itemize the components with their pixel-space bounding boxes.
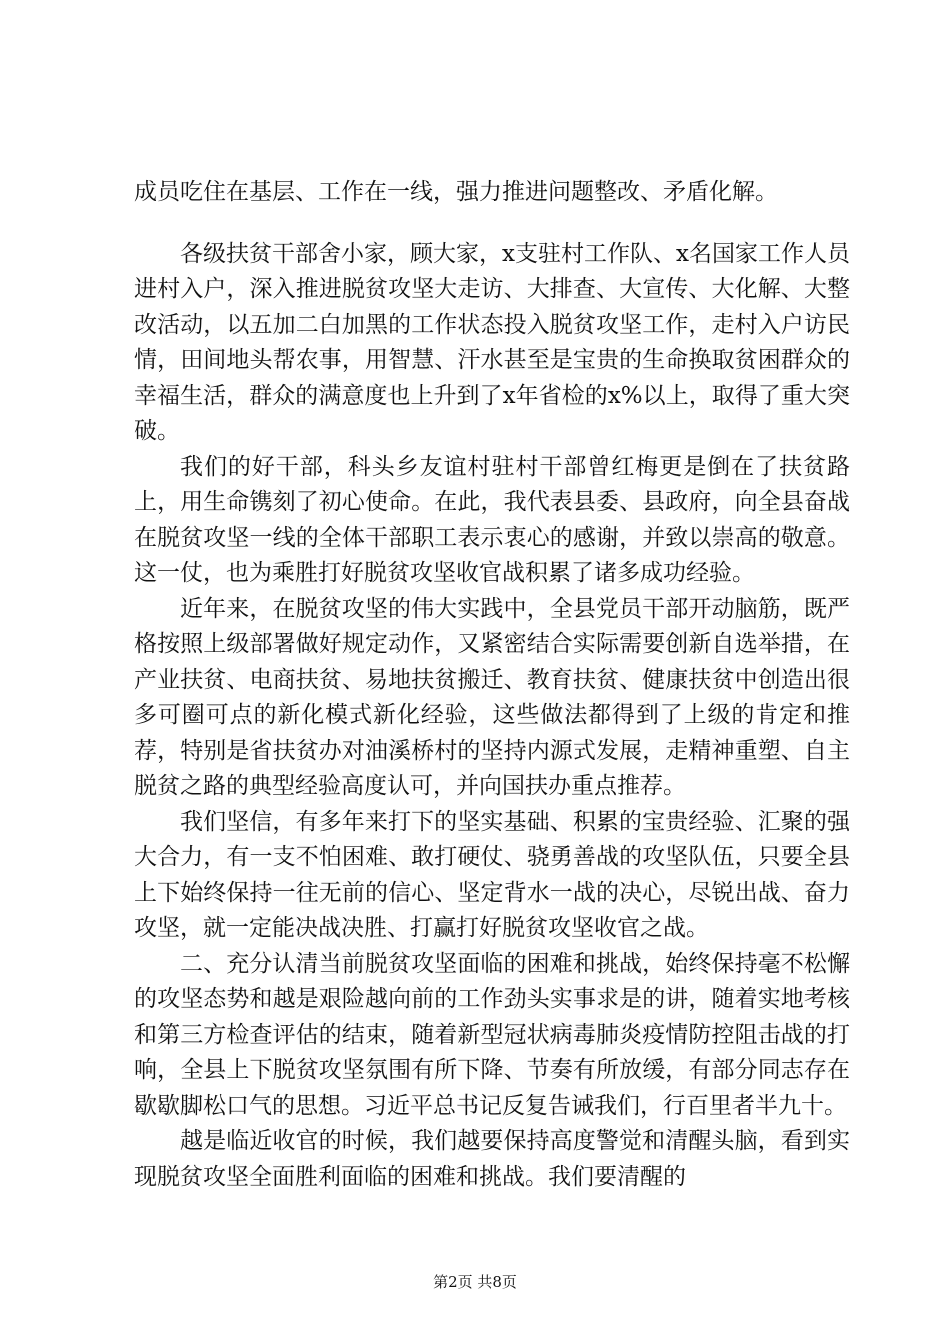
paragraph: 我们坚信，有多年来打下的坚实基础、积累的宝贵经验、汇聚的强大合力，有一支不怕困难、敢打硬仗、骁勇善战的攻坚队伍，只要全县上下始终保持一往无前的信心、坚定背水一战的决心，尽锐出战、奋力攻坚，就一定能决战决胜、打赢打好脱贫攻坚收官之战。 [134, 808, 850, 941]
paragraph: 我们的好干部，科头乡友谊村驻村干部曾红梅更是倒在了扶贫路上，用生命镌刻了初心使命。在此，我代表县委、县政府，向全县奋战在脱贫攻坚一线的全体干部职工表示衷心的感谢，并致以崇高的敬意。这一仗，也为乘胜打好脱贫攻坚收官战积累了诸多成功经验。 [134, 453, 850, 586]
paragraph: 各级扶贫干部舍小家，顾大家，x支驻村工作队、x名国家工作人员进村入户，深入推进脱贫攻坚大走访、大排查、大宣传、大化解、大整改活动，以五加二白加黑的工作状态投入脱贫攻坚工作，走村入户访民情，田间地头帮农事，用智慧、汗水甚至是宝贵的生命换取贫困群众的幸福生活，群众的满意度也上升到了x年省检的x%以上，取得了重大突破。 [134, 240, 850, 444]
paragraph: 近年来，在脱贫攻坚的伟大实践中，全县党员干部开动脑筋，既严格按照上级部署做好规定动作，又紧密结合实际需要创新自选举措，在产业扶贫、电商扶贫、易地扶贫搬迁、教育扶贫、健康扶贫中创造出很多可圈可点的新化模式新化经验，这些做法都得到了上级的肯定和推荐，特别是省扶贫办对油溪桥村的坚持内源式发展，走精神重塑、自主脱贫之路的典型经验高度认可，并向国扶办重点推荐。 [134, 595, 850, 799]
paragraph-continuation: 成员吃住在基层、工作在一线，强力推进问题整改、矛盾化解。 [134, 179, 778, 205]
paragraph: 越是临近收官的时候，我们越要保持高度警觉和清醒头脑，看到实现脱贫攻坚全面胜利面临的困难和挑战。我们要清醒的 [134, 1128, 850, 1190]
paragraph: 二、充分认清当前脱贫攻坚面临的困难和挑战，始终保持毫不松懈的攻坚态势和越是艰险越向前的工作劲头实事求是的讲，随着实地考核和第三方检查评估的结束，随着新型冠状病毒肺炎疫情防控阻击战的打响，全县上下脱贫攻坚氛围有所下降、节奏有所放缓，有部分同志存在歇歇脚松口气的思想。习近平总书记反复告诫我们，行百里者半九十。 [134, 950, 850, 1119]
page-number-footer: 第2页 共8页 [433, 1273, 517, 1291]
document-body [134, 175, 850, 1195]
